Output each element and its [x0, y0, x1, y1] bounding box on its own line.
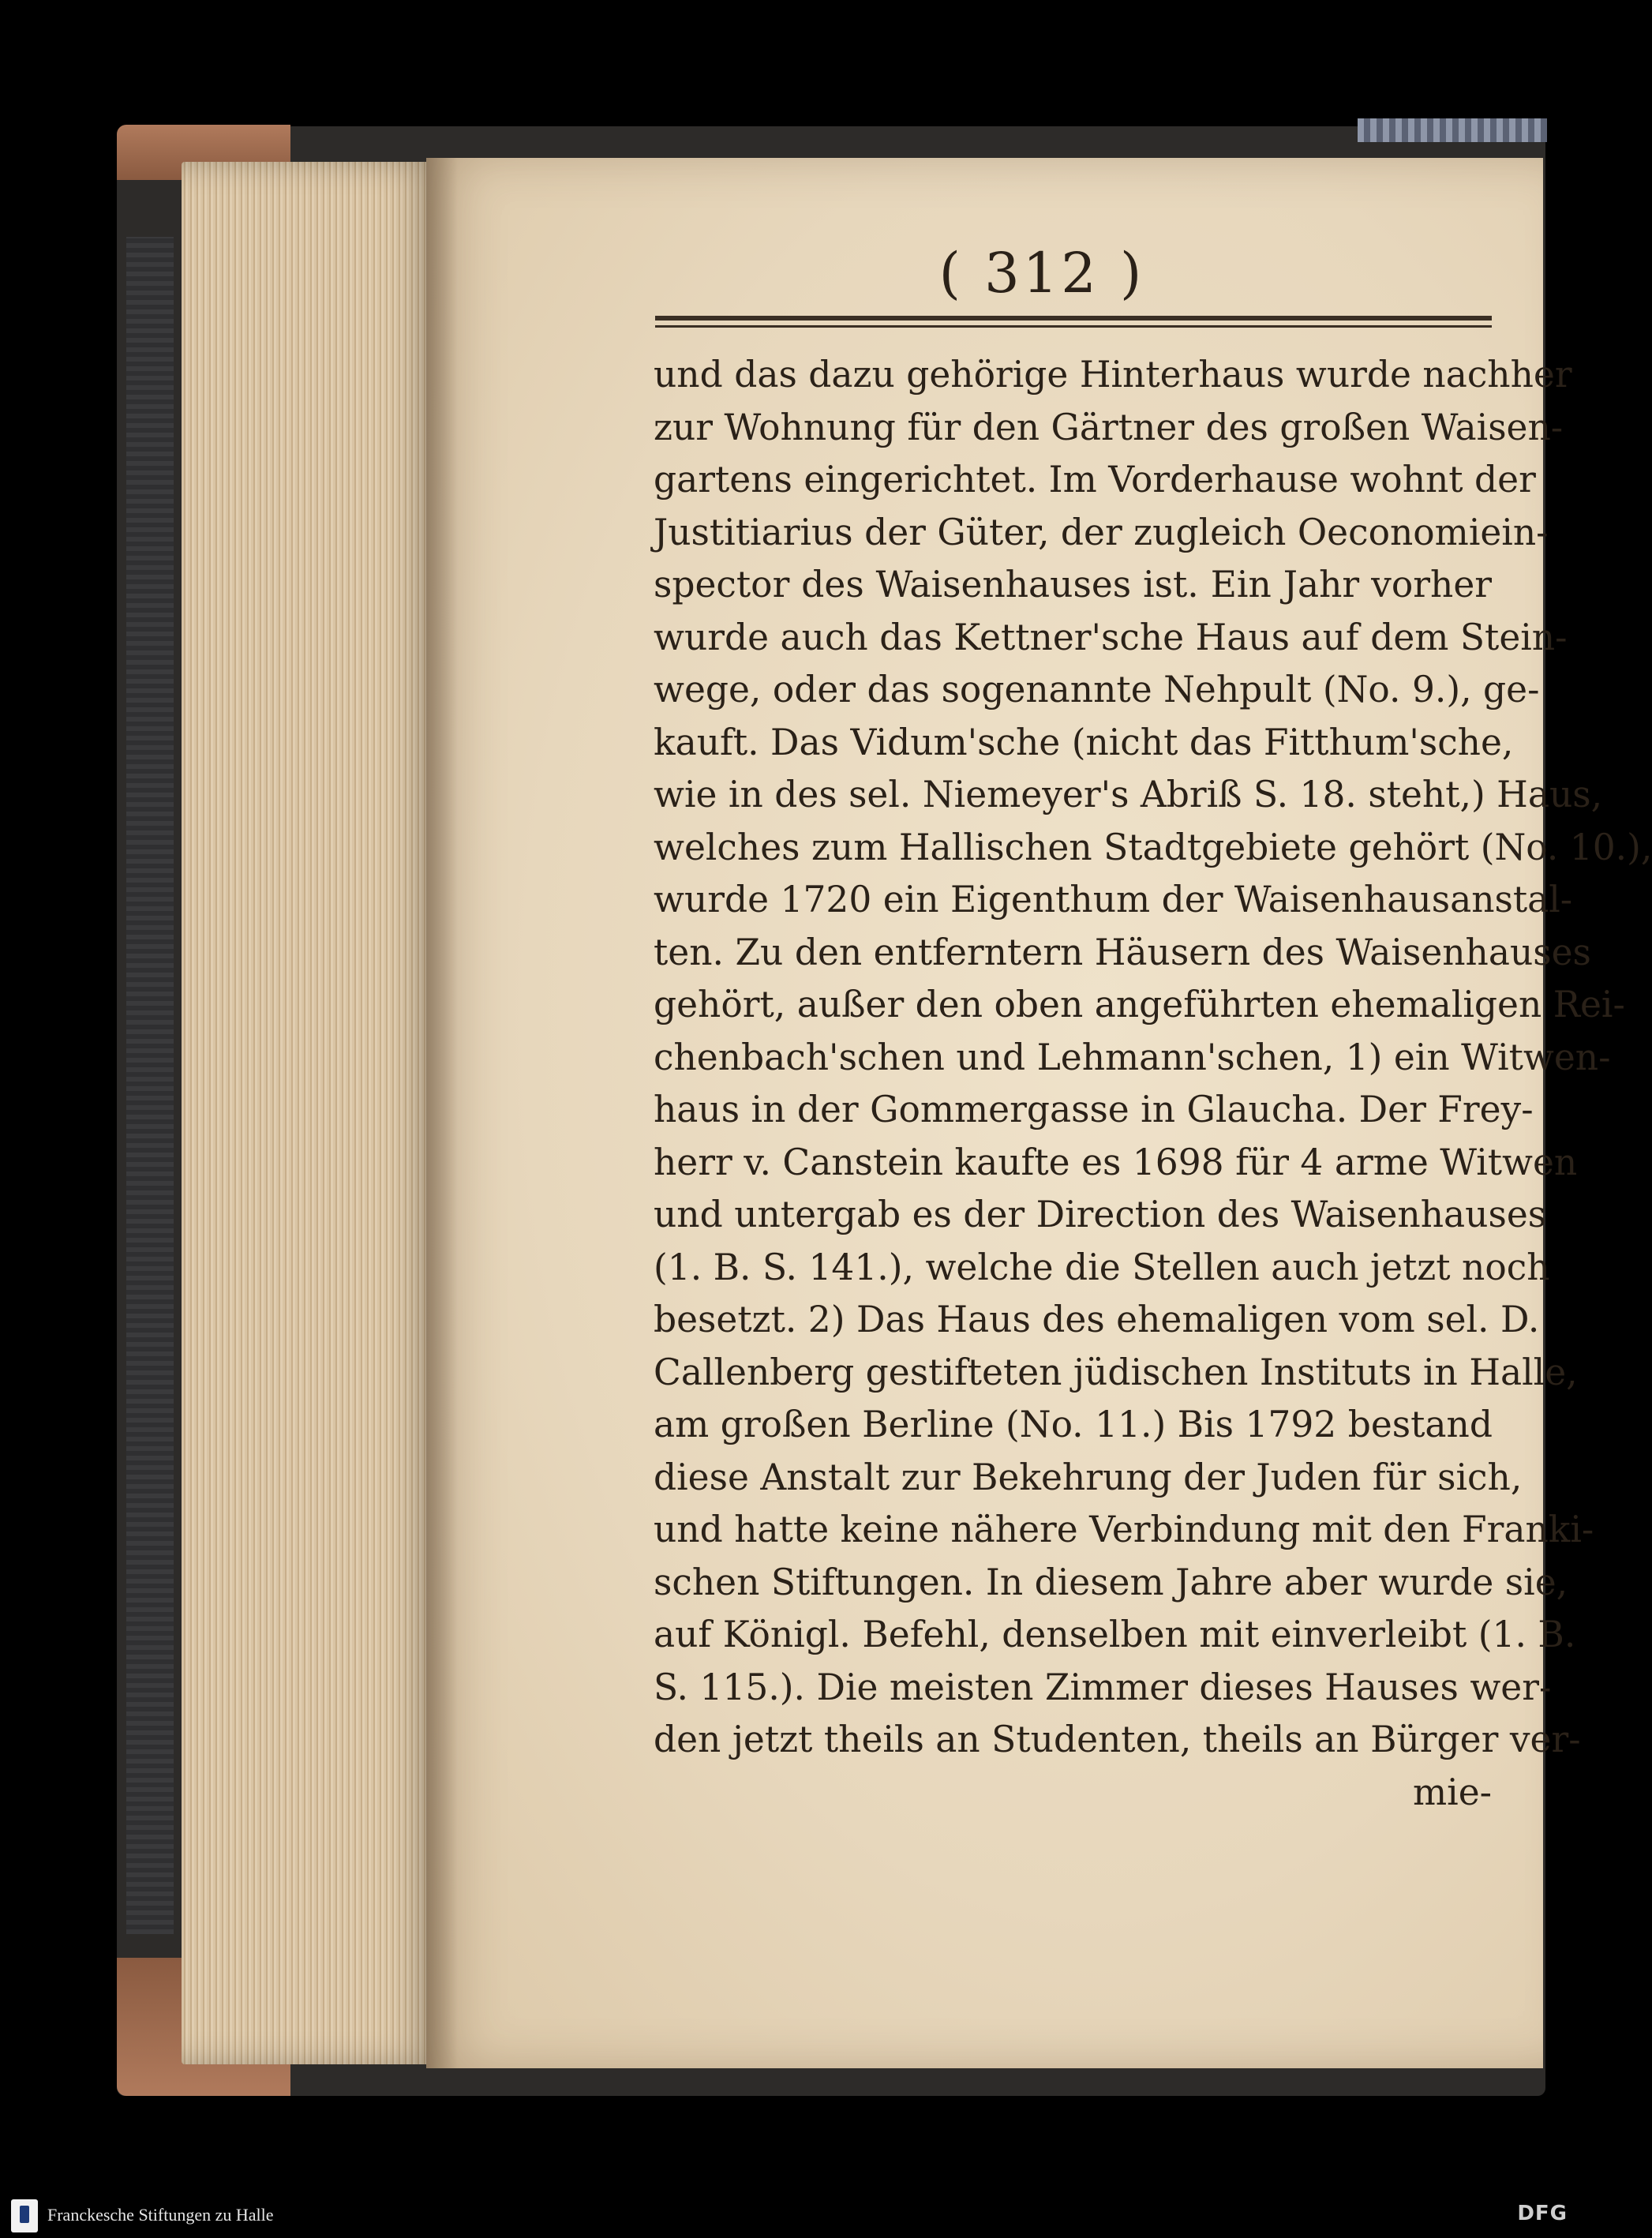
footer-bar — [0, 2193, 1579, 2238]
text-line: und das dazu gehörige Hinterhaus wurde nachher — [654, 354, 1572, 395]
dfg-logo: DFG — [1517, 2202, 1568, 2225]
text-line: und untergab es der Direction des Waisenhauses — [654, 1194, 1547, 1235]
text-line: ten. Zu den entferntern Häusern des Waisenhauses — [654, 931, 1591, 973]
endband — [1358, 118, 1547, 142]
text-line: kauft. Das Vidum'sche (nicht das Fitthum'sche, — [654, 721, 1514, 763]
text-line: besetzt. 2) Das Haus des ehemaligen vom sel. D. — [654, 1299, 1540, 1340]
text-line: zur Wohnung für den Gärtner des großen Waisen- — [654, 406, 1564, 448]
text-line: wege, oder das sogenannte Nehpult (No. 9.), ge- — [654, 669, 1540, 710]
institution-logo-icon — [11, 2199, 38, 2232]
text-line: Callenberg gestifteten jüdischen Instituts in Halle, — [654, 1351, 1578, 1393]
text-line: spector des Waisenhauses ist. Ein Jahr vorher — [654, 564, 1492, 605]
page-edges — [182, 162, 442, 2064]
text-line: herr v. Canstein kaufte es 1698 für 4 arme Witwen — [654, 1141, 1578, 1183]
text-line: wurde 1720 ein Eigenthum der Waisenhausanstal- — [654, 879, 1573, 920]
text-line: diese Anstalt zur Bekehrung der Juden für sich, — [654, 1456, 1523, 1498]
text-line: schen Stiftungen. In diesem Jahre aber wurde sie, — [654, 1561, 1568, 1603]
text-line: Justitiarius der Güter, der zugleich Oeconomiein- — [654, 511, 1549, 553]
cover-cloth — [126, 237, 174, 1934]
text-line: den jetzt theils an Studenten, theils an Bürger ver- — [654, 1719, 1581, 1760]
text-line: und hatte keine nähere Verbindung mit den Franki- — [654, 1509, 1594, 1550]
text-line: wie in des sel. Niemeyer's Abriß S. 18. steht,) Haus, — [654, 774, 1603, 815]
header-rule-thin — [655, 325, 1492, 328]
page-number: ( 312 ) — [938, 241, 1145, 306]
text-line: gartens eingerichtet. Im Vorderhause wohnt der — [654, 459, 1536, 500]
page-text — [654, 349, 1652, 1819]
catchword: mie- — [1413, 1771, 1492, 1813]
text-line: am großen Berline (No. 11.) Bis 1792 bestand — [654, 1404, 1493, 1445]
text-line: welches zum Hallischen Stadtgebiete gehört (No. 10.), — [654, 826, 1652, 868]
text-line: (1. B. S. 141.), welche die Stellen auch jetzt noch — [654, 1246, 1550, 1288]
header-rule — [655, 316, 1492, 321]
text-line: S. 115.). Die meisten Zimmer dieses Hauses wer- — [654, 1666, 1552, 1708]
text-line: chenbach'schen und Lehmann'schen, 1) ein Witwen- — [654, 1036, 1611, 1078]
institution-name: Franckesche Stiftungen zu Halle — [47, 2205, 274, 2225]
text-line: gehört, außer den oben angeführten ehemaligen Rei- — [654, 984, 1625, 1025]
text-line: haus in der Gommergasse in Glaucha. Der Frey- — [654, 1089, 1534, 1130]
gutter-shadow — [426, 158, 458, 2068]
text-line: auf Königl. Befehl, denselben mit einverleibt (1. B. — [654, 1614, 1576, 1655]
text-line: wurde auch das Kettner'sche Haus auf dem Stein- — [654, 616, 1568, 658]
